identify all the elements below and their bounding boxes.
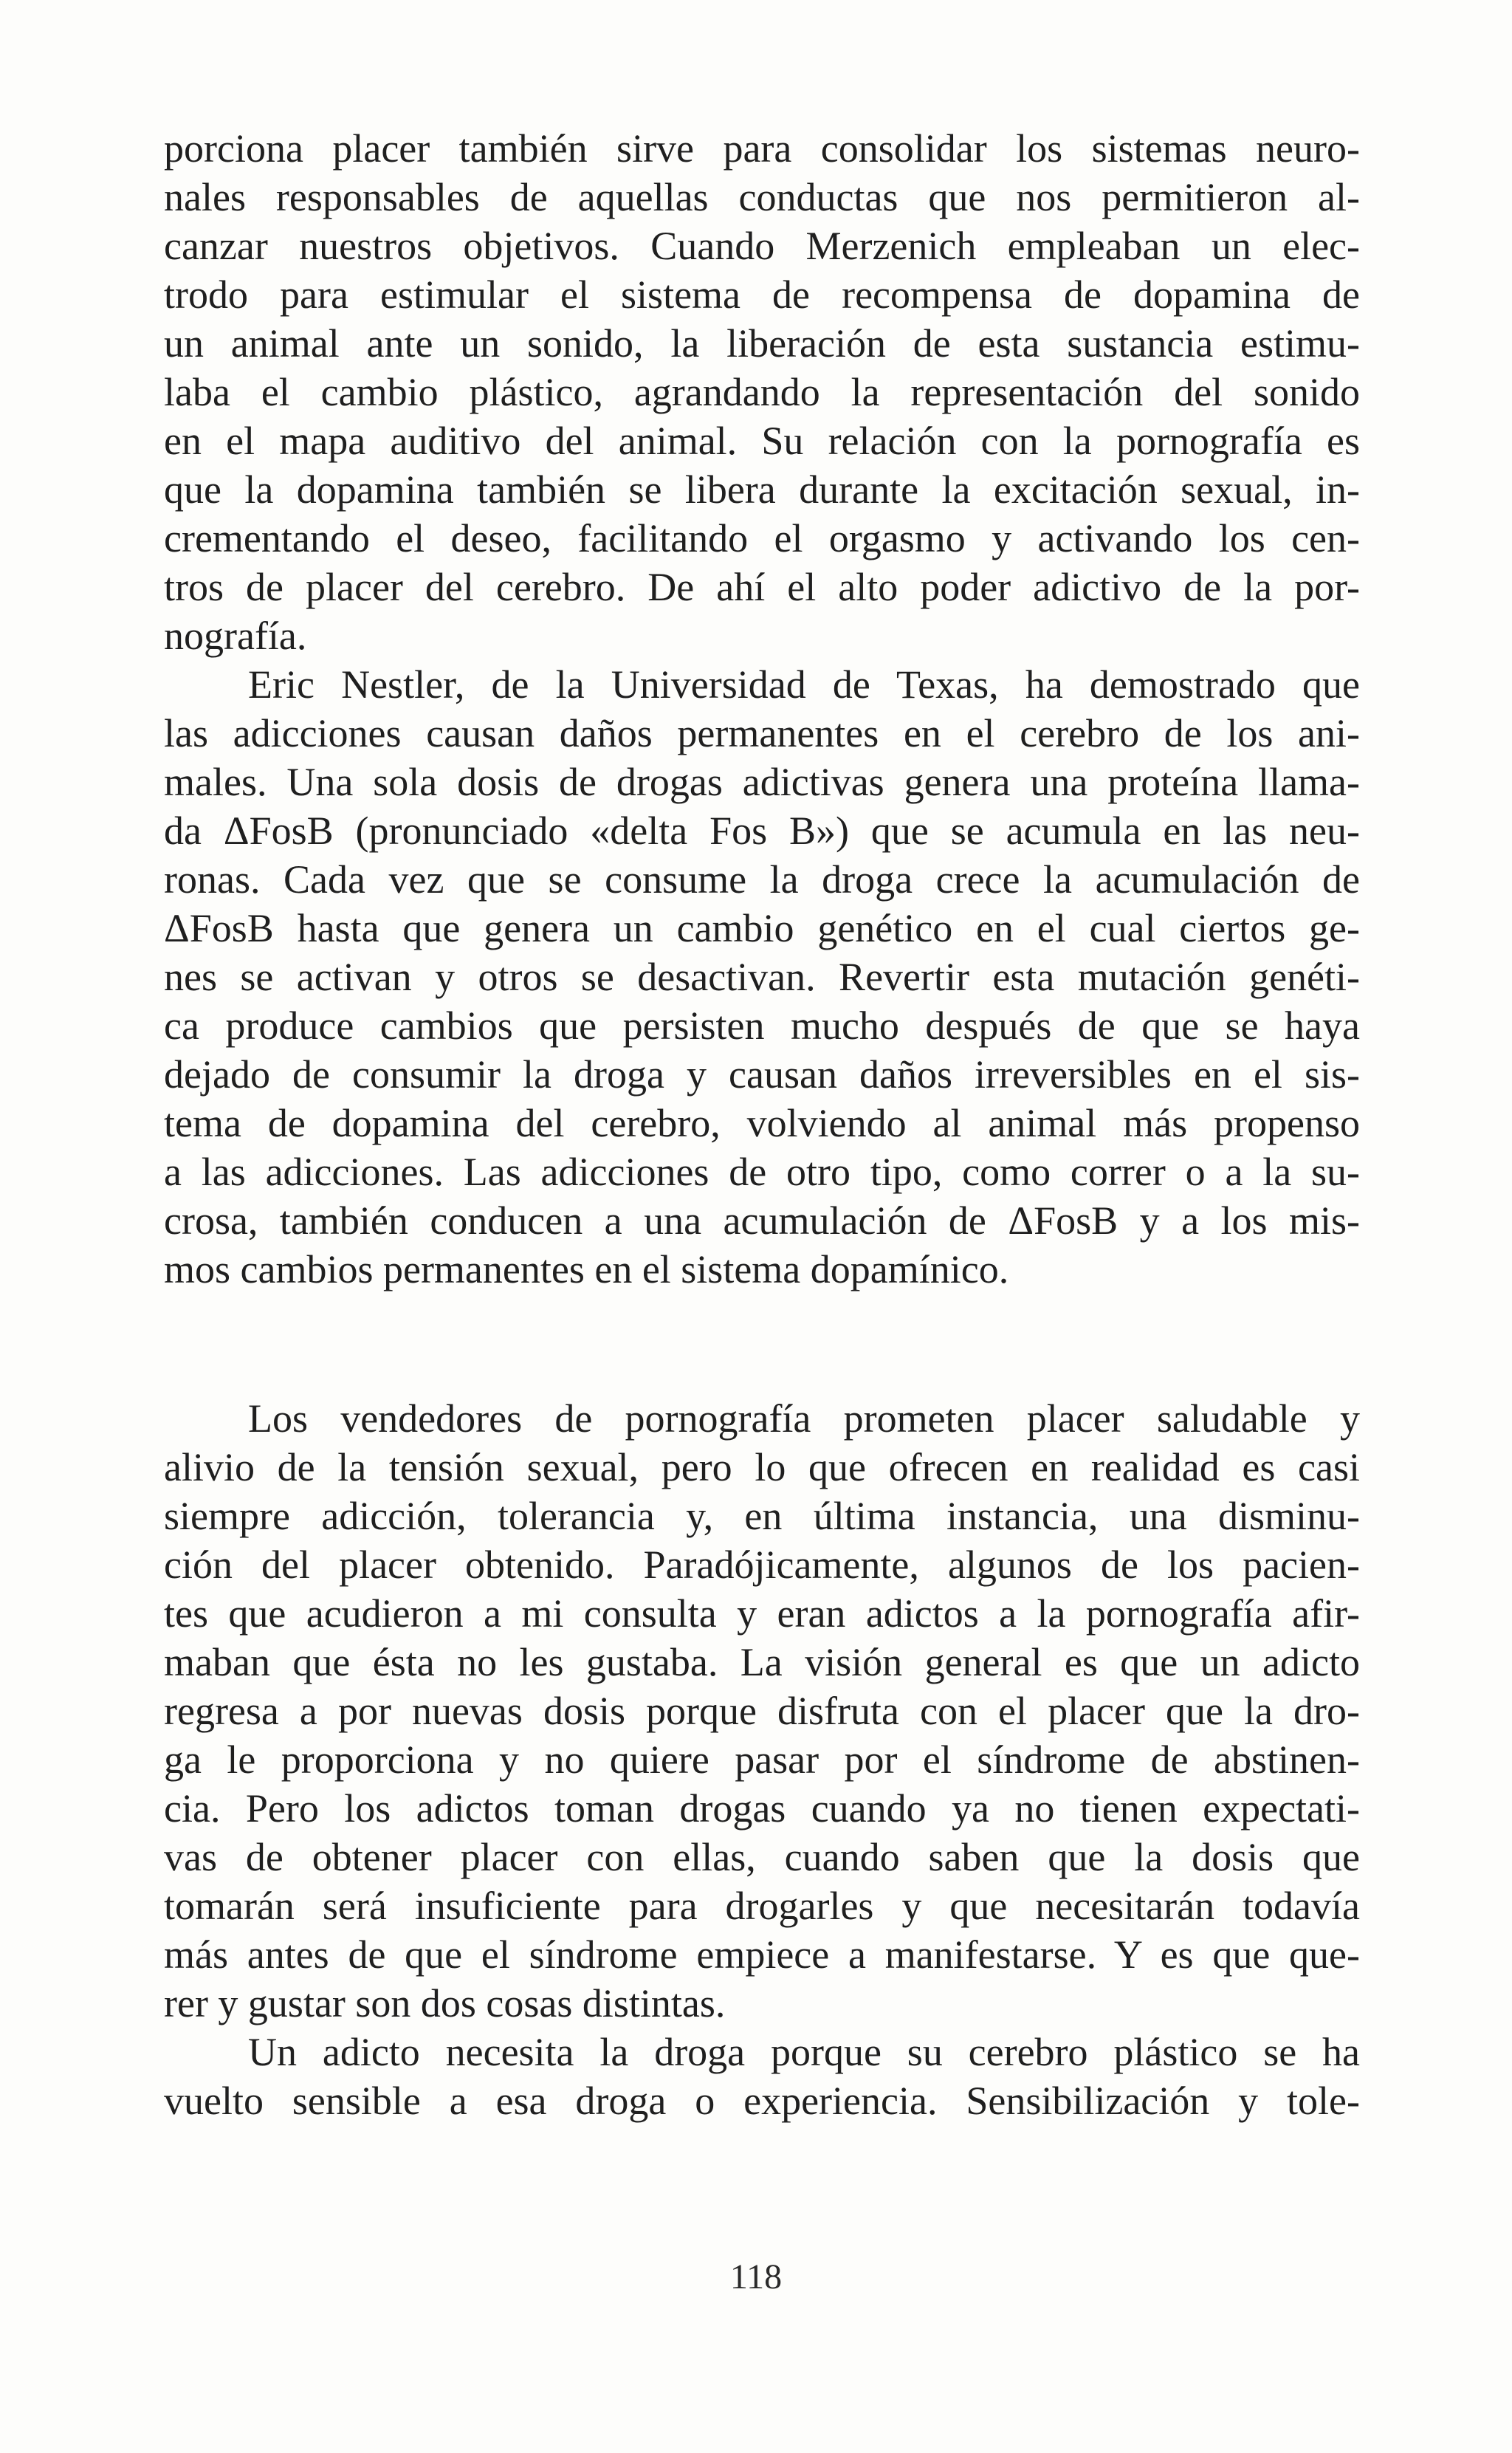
text-line: porciona placer también sirve para consolidar los sistemas neuro- (164, 126, 1360, 171)
text-line: Los vendedores de pornografía prometen placer saludable y (248, 1396, 1360, 1441)
text-line: tes que acudieron a mi consulta y eran adictos a la pornografía afir- (164, 1591, 1360, 1636)
text-line: vuelto sensible a esa droga o experiencia. Sensibilización y tole- (164, 2079, 1360, 2123)
text-line: dejado de consumir la droga y causan daños irreversibles en el sis- (164, 1052, 1360, 1097)
text-line: vas de obtener placer con ellas, cuando saben que la dosis que (164, 1835, 1360, 1879)
text-line: a las adicciones. Las adicciones de otro tipo, como correr o a la su- (164, 1150, 1360, 1194)
text-line: siempre adicción, tolerancia y, en última instancia, una disminu- (164, 1494, 1360, 1538)
text-line: cia. Pero los adictos toman drogas cuando ya no tienen expectati- (164, 1786, 1360, 1831)
text-line: nografía. (164, 614, 307, 658)
text-line: alivio de la tensión sexual, pero lo que ofrecen en realidad es casi (164, 1445, 1360, 1489)
text-line: Eric Nestler, de la Universidad de Texas, ha demostrado que (248, 662, 1360, 707)
text-line: tomarán será insuficiente para drogarles y que necesitarán todavía (164, 1884, 1360, 1928)
text-line: laba el cambio plástico, agrandando la representación del sonido (164, 370, 1360, 414)
text-line: Un adicto necesita la droga porque su cerebro plástico se ha (248, 2030, 1360, 2074)
text-line: nales responsables de aquellas conductas que nos permitieron al- (164, 175, 1360, 219)
text-line: ronas. Cada vez que se consume la droga crece la acumulación de (164, 857, 1360, 902)
text-line: da ΔFosB (pronunciado «delta Fos B») que se acumula en las neu- (164, 809, 1360, 853)
text-line: males. Una sola dosis de drogas adictivas genera una proteína llama- (164, 760, 1360, 804)
text-line: crosa, también conducen a una acumulación de ΔFosB y a los mis- (164, 1198, 1360, 1243)
text-line: nes se activan y otros se desactivan. Revertir esta mutación genéti- (164, 955, 1360, 999)
text-line: que la dopamina también se libera durante la excitación sexual, in- (164, 467, 1360, 512)
page-number: 118 (729, 2257, 783, 2296)
text-line: maban que ésta no les gustaba. La visión general es que un adicto (164, 1640, 1360, 1684)
text-line: en el mapa auditivo del animal. Su relación con la pornografía es (164, 419, 1360, 463)
text-line: mos cambios permanentes en el sistema dopamínico. (164, 1247, 1009, 1291)
text-line: un animal ante un sonido, la liberación de esta sustancia estimu- (164, 321, 1360, 366)
text-line: ca produce cambios que persisten mucho después de que se haya (164, 1004, 1360, 1048)
text-line: ción del placer obtenido. Paradójicamente, algunos de los pacien- (164, 1543, 1360, 1587)
text-line: canzar nuestros objetivos. Cuando Merzenich empleaban un elec- (164, 224, 1360, 268)
text-line: más antes de que el síndrome empiece a manifestarse. Y es que que- (164, 1932, 1360, 1977)
text-line: ga le proporciona y no quiere pasar por el síndrome de abstinen- (164, 1737, 1360, 1782)
text-line: tema de dopamina del cerebro, volviendo al animal más propenso (164, 1101, 1360, 1145)
text-line: las adicciones causan daños permanentes en el cerebro de los ani- (164, 711, 1360, 755)
text-line: trodo para estimular el sistema de recompensa de dopamina de (164, 272, 1360, 317)
text-line: crementando el deseo, facilitando el orgasmo y activando los cen- (164, 516, 1360, 560)
text-line: tros de placer del cerebro. De ahí el alto poder adictivo de la por- (164, 565, 1360, 609)
text-line: regresa a por nuevas dosis porque disfruta con el placer que la dro- (164, 1689, 1360, 1733)
text-line: ΔFosB hasta que genera un cambio genético en el cual ciertos ge- (164, 906, 1360, 950)
text-line: rer y gustar son dos cosas distintas. (164, 1981, 726, 2025)
